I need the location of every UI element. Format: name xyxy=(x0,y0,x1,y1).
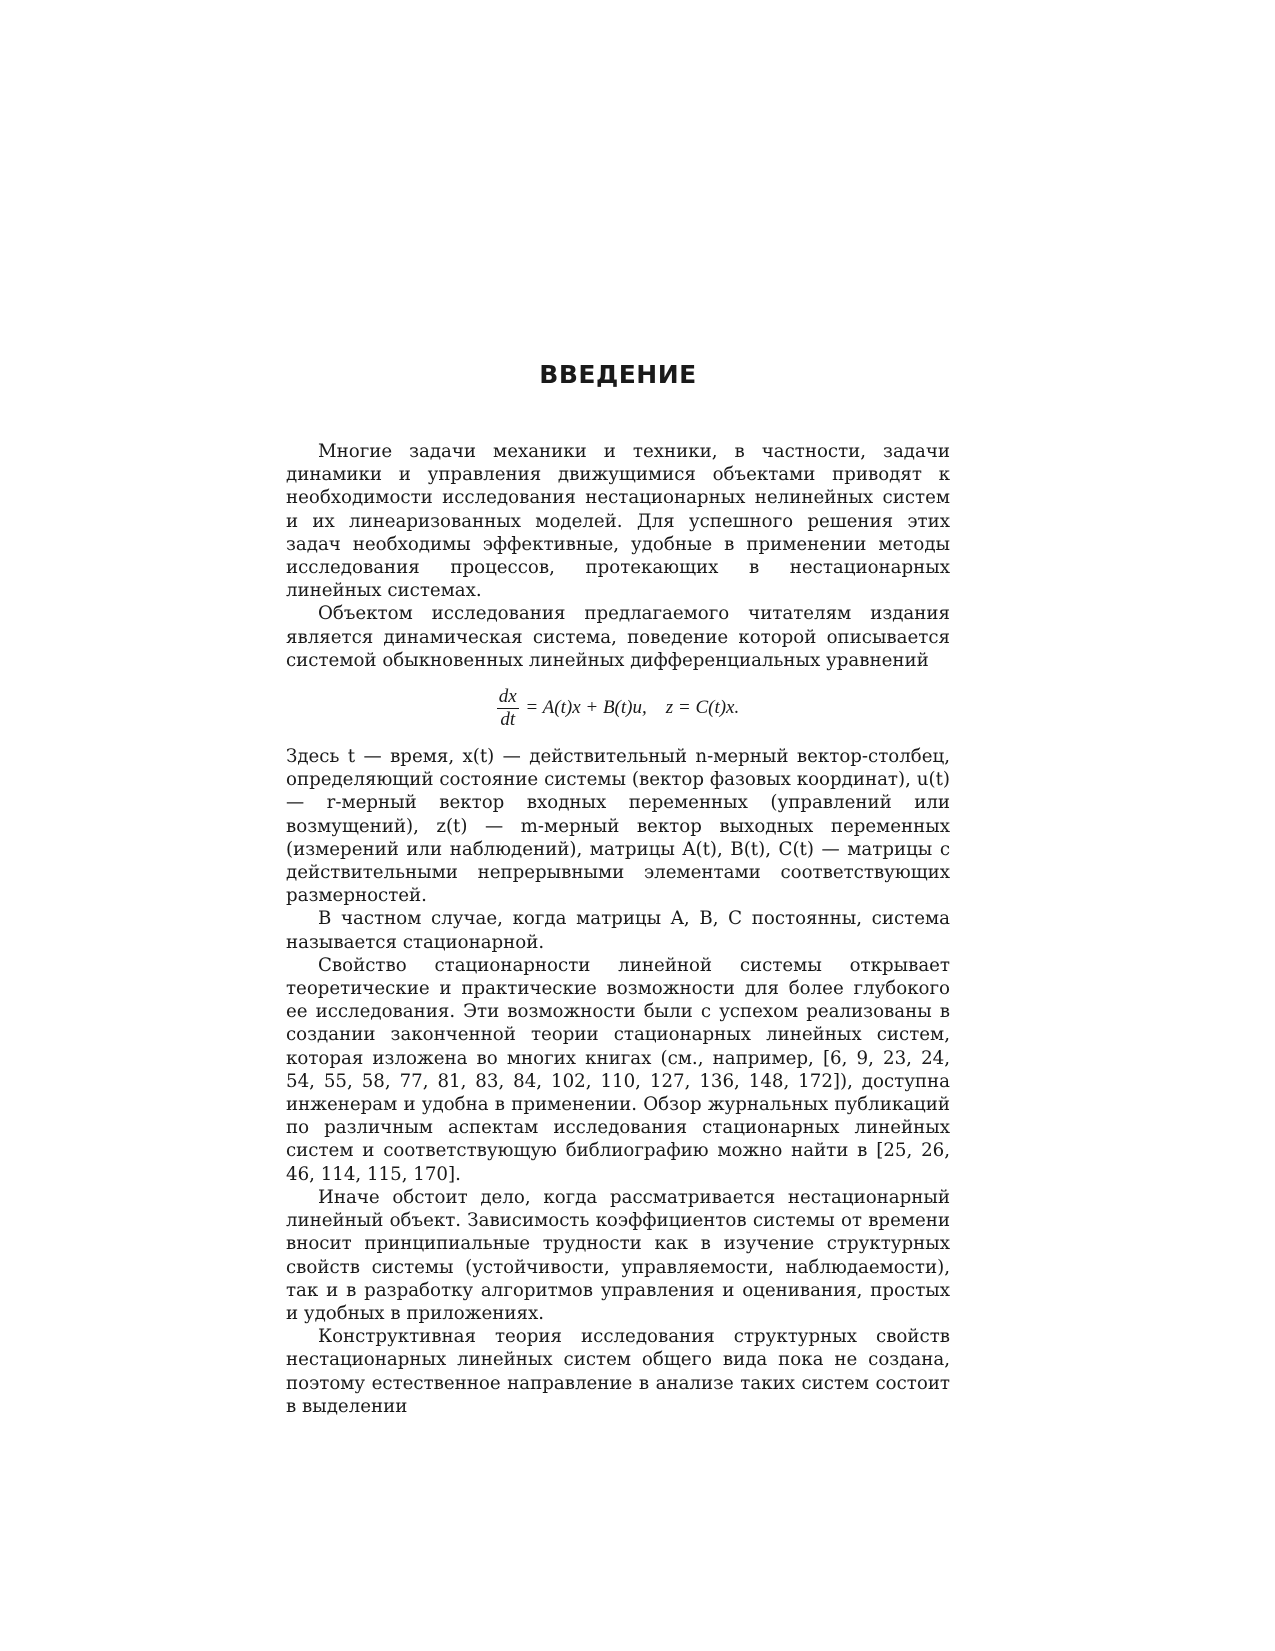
paragraph-2: Объектом исследования предлагаемого читателям издания является динамическая система, поведение которой описывается системой обыкновенных линейных дифференциальных уравнений xyxy=(286,603,950,671)
paragraph-7: Конструктивная теория исследования структурных свойств нестационарных линейных систем общего вида пока не создана, поэтому естественное направление в анализе таких систем состоит в выделении xyxy=(286,1326,950,1417)
paragraph-1: Многие задачи механики и техники, в частности, задачи динамики и управления движущимися объектами приводят к необходимости исследования нестационарных нелинейных систем и их линеаризованных моделей. Для успешного решения этих задач необходимы эффективные, удобные в применении методы исследования процессов, протекающих в нестационарных линейных системах. xyxy=(286,441,950,602)
paragraph-4: В частном случае, когда матрицы A, B, C постоянны, система называется стационарной. xyxy=(286,908,950,953)
body-text xyxy=(286,440,950,1418)
equation-rhs: = A(t)x + B(t)u, z = C(t)x. xyxy=(520,696,740,718)
paragraph-6: Иначе обстоит дело, когда рассматривается нестационарный линейный объект. Зависимость коэффициентов системы от времени вносит принципиальные трудности как в изучение структурных свойств системы (устойчивости, управляемости, наблюдаемости), так и в разработку алгоритмов управления и оценивания, простых и удобных в приложениях. xyxy=(286,1186,950,1324)
paragraph-5: Свойство стационарности линейной системы открывает теоретические и практические возможности для более глубокого ее исследования. Эти возможности были с успехом реализованы в создании законченной теории стационарных линейных систем, которая изложена во многих книгах (см., например, [6, 9, 23, 24, 54, 55, 58, 77, 81, 83, 84, 102, 110, 127, 136, 148, 172]), доступна инженерам и удобна в применении. Обзор журнальных публикаций по различным аспектам исследования стационарных линейных систем и соответствующую библиографию можно найти в [25, 26, 46, 114, 115, 170]. xyxy=(286,954,950,1185)
page-title: ВВЕДЕНИЕ xyxy=(539,360,697,389)
fraction-denominator: dt xyxy=(500,709,516,731)
system-equation xyxy=(286,686,950,731)
page-content xyxy=(286,360,950,1418)
fraction-numerator: dx xyxy=(498,686,517,708)
paragraph-3: Здесь t — время, x(t) — действительный n-мерный вектор-столбец, определяющий состояние системы (вектор фазовых координат), u(t) — r-мерный вектор входных переменных (управлений или возмущений), z(t) — m-мерный вектор выходных переменных (измерений или наблюдений), матрицы A(t), B(t), C(t) — матрицы с действительными непрерывными элементами соответствующих размерностей. xyxy=(286,746,950,907)
derivative-fraction xyxy=(497,686,519,731)
